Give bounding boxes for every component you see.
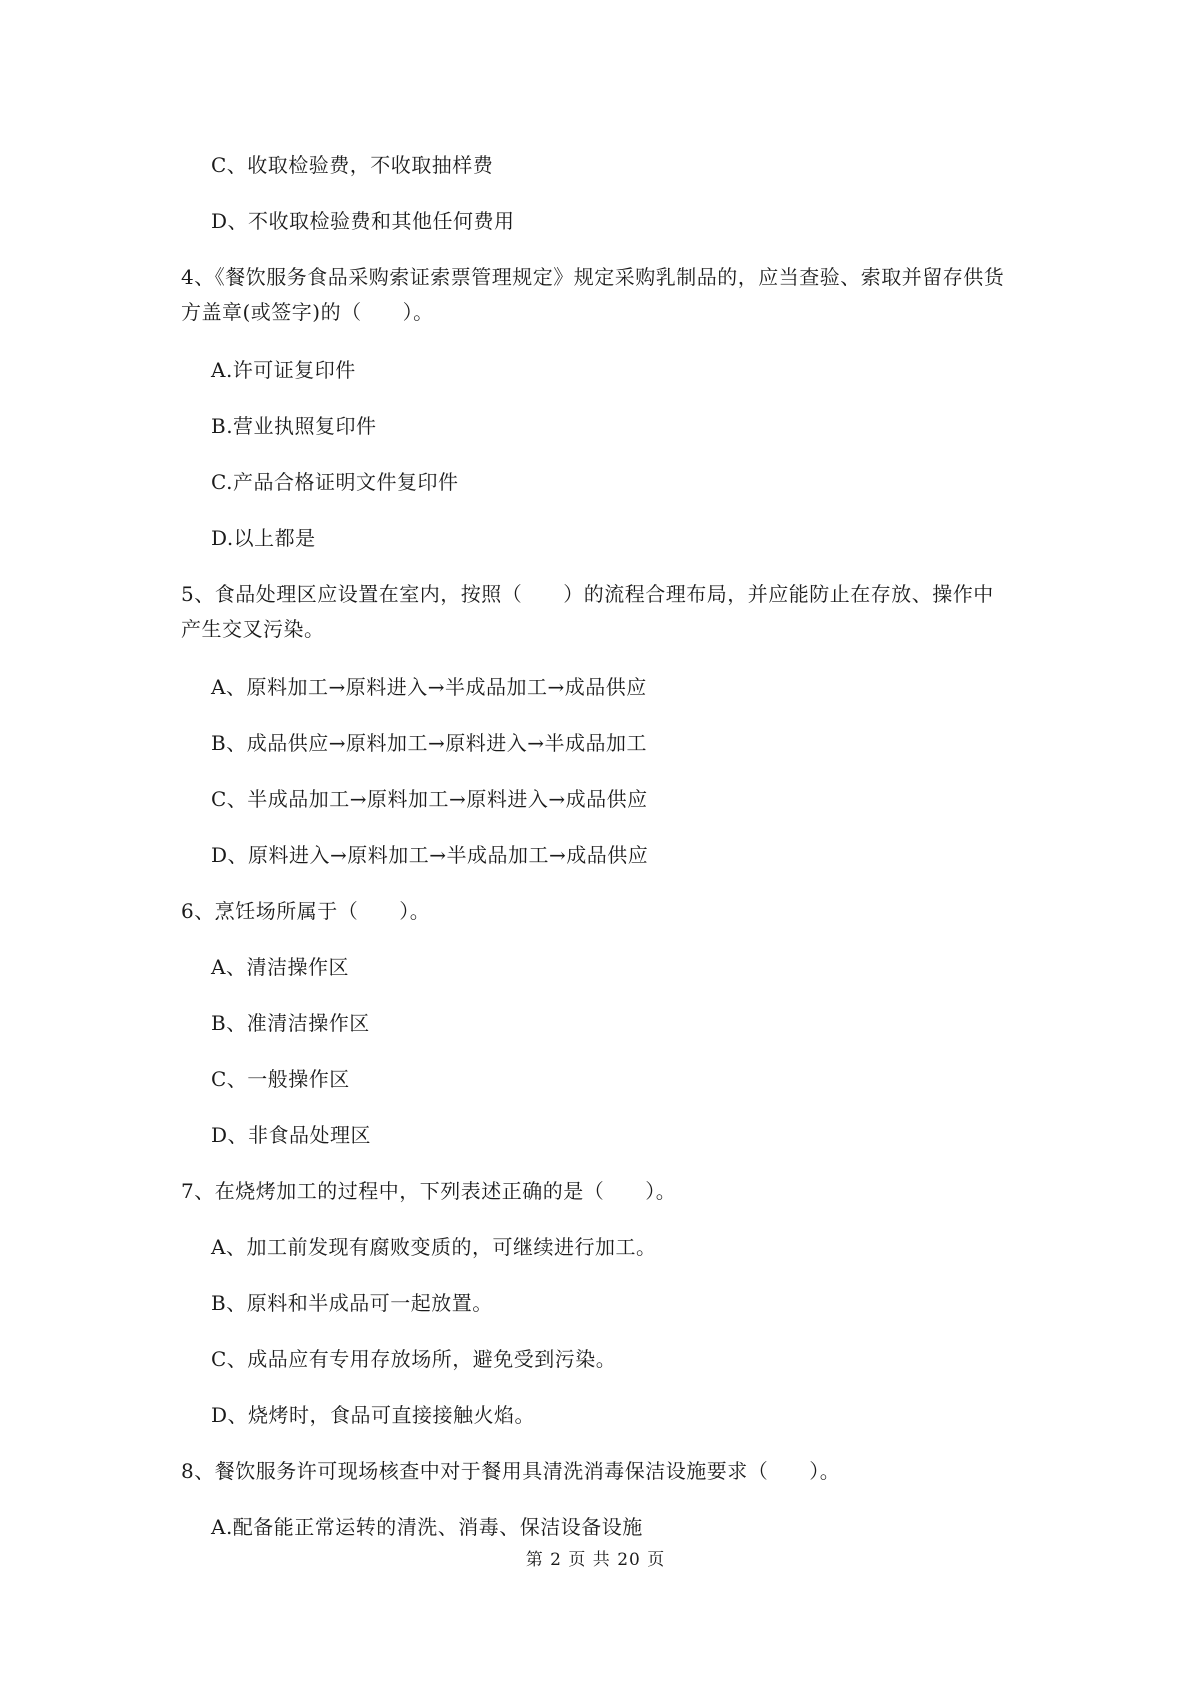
q4-option-c: C.产品合格证明文件复印件 bbox=[211, 470, 459, 494]
q7-option-c: C、成品应有专用存放场所，避免受到污染。 bbox=[211, 1347, 617, 1371]
q4-option-a: A.许可证复印件 bbox=[211, 358, 356, 382]
q5-option-c: C、半成品加工→原料加工→原料进入→成品供应 bbox=[211, 787, 648, 811]
q3-option-c: C、收取检验费，不收取抽样费 bbox=[211, 153, 494, 177]
q5-stem-line2: 产生交叉污染。 bbox=[181, 617, 325, 641]
q7-stem: 7、在烧烤加工的过程中，下列表述正确的是（ ）。 bbox=[181, 1179, 677, 1203]
q5-stem-line1: 5、食品处理区应设置在室内，按照（ ）的流程合理布局，并应能防止在存放、操作中 bbox=[181, 582, 994, 606]
q6-stem: 6、烹饪场所属于（ ）。 bbox=[181, 899, 431, 923]
q5-option-d: D、原料进入→原料加工→半成品加工→成品供应 bbox=[211, 843, 649, 867]
q8-option-a: A.配备能正常运转的清洗、消毒、保洁设备设施 bbox=[211, 1515, 643, 1539]
q7-option-a: A、加工前发现有腐败变质的，可继续进行加工。 bbox=[211, 1235, 657, 1259]
page-number-footer: 第 2 页 共 20 页 bbox=[525, 1550, 666, 1570]
q6-option-a: A、清洁操作区 bbox=[211, 955, 349, 979]
q5-option-b: B、成品供应→原料加工→原料进入→半成品加工 bbox=[211, 731, 647, 755]
q5-option-a: A、原料加工→原料进入→半成品加工→成品供应 bbox=[211, 675, 647, 699]
q4-stem-line2: 方盖章(或签字)的（ ）。 bbox=[181, 300, 434, 324]
q4-option-b: B.营业执照复印件 bbox=[211, 414, 377, 438]
q3-option-d: D、不收取检验费和其他任何费用 bbox=[211, 209, 515, 233]
q8-stem: 8、餐饮服务许可现场核查中对于餐用具清洗消毒保洁设施要求（ ）。 bbox=[181, 1459, 841, 1483]
q6-option-c: C、一般操作区 bbox=[211, 1067, 350, 1091]
q7-option-d: D、烧烤时，食品可直接接触火焰。 bbox=[211, 1403, 536, 1427]
q4-option-d: D.以上都是 bbox=[211, 526, 316, 550]
q4-stem-line1: 4、《餐饮服务食品采购索证索票管理规定》规定采购乳制品的，应当查验、索取并留存供货 bbox=[181, 265, 1005, 289]
q6-option-b: B、准清洁操作区 bbox=[211, 1011, 370, 1035]
q7-option-b: B、原料和半成品可一起放置。 bbox=[211, 1291, 493, 1315]
q6-option-d: D、非食品处理区 bbox=[211, 1123, 372, 1147]
